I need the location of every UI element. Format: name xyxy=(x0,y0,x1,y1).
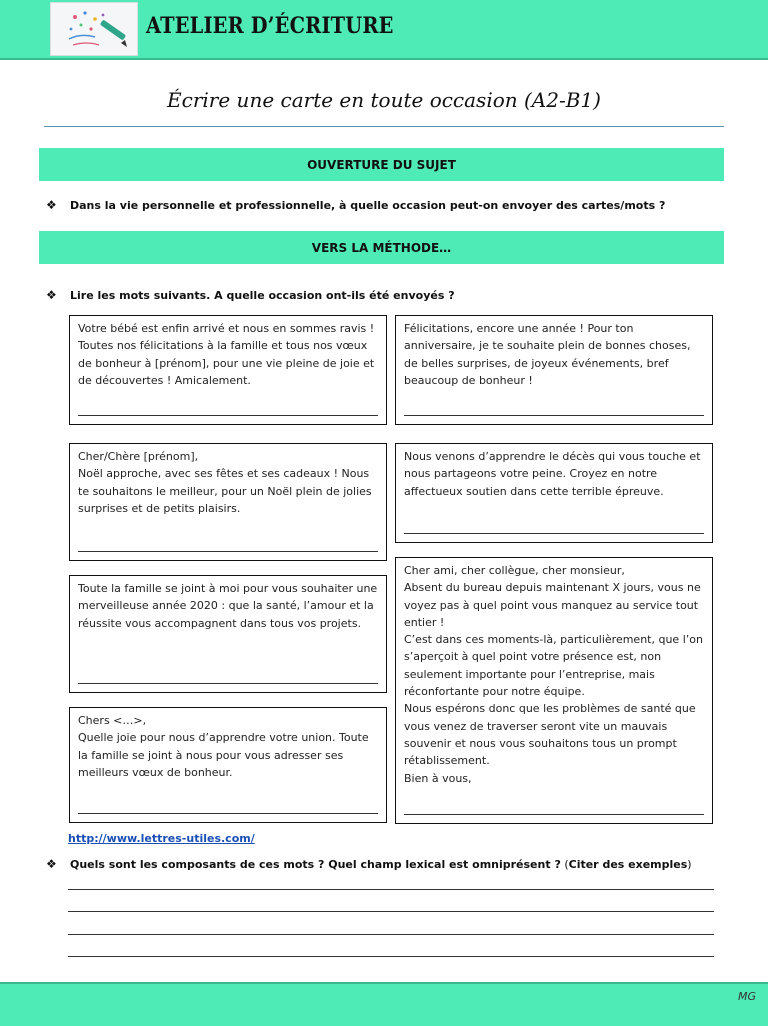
card-text: Nous venons d’apprendre le décès qui vous touche et nous partageons votre peine. Croyez en notre affectueux soutien dans cette terrible épreuve. xyxy=(404,450,701,498)
section-header-method: VERS LA MÉTHODE… xyxy=(39,231,724,264)
answer-line[interactable] xyxy=(68,889,714,890)
section-header-opening: OUVERTURE DU SUJET xyxy=(39,148,724,181)
answer-line xyxy=(404,415,704,416)
card-text: Chers <…>, Quelle joie pour nous d’apprendre votre union. Toute la famille se joint à nous pour vous adresser ses meilleurs vœux de bonheur. xyxy=(78,714,369,779)
question-3 xyxy=(46,857,692,871)
source-link[interactable]: http://www.lettres-utiles.com/ xyxy=(68,832,255,845)
card-birth xyxy=(69,315,387,425)
diamond-bullet-icon: ❖ xyxy=(46,198,57,212)
card-condolences xyxy=(395,443,713,543)
answer-line xyxy=(404,533,704,534)
author-initials: MG xyxy=(737,990,756,1003)
card-text: Félicitations, encore une année ! Pour ton anniversaire, je te souhaite plein de bonnes choses, de belles surprises, de joyeux événements, bref beaucoup de bonheur ! xyxy=(404,322,691,387)
header-bar xyxy=(0,0,768,60)
card-wedding xyxy=(69,707,387,823)
card-get-well xyxy=(395,557,713,824)
answer-line xyxy=(78,415,378,416)
card-text: Cher ami, cher collègue, cher monsieur, Absent du bureau depuis maintenant X jours, vous ne voyez pas à quel point vous manquez au service tout entier ! C’est dans ces moments-là, particulièrement, que l’on s’aperçoit à quel point votre présence est, non seulement importante pour l’entreprise, mais réconfortante pour notre équipe. Nous espérons donc que les problèmes de santé que vous venez de traverser seront vite un mauvais souvenir et nous vous souhaitons tous un prompt rétablissement. Bien à vous, xyxy=(404,564,703,785)
card-text: Toute la famille se joint à moi pour vous souhaiter une merveilleuse année 2020 : que la santé, l’amour et la réussite vous accompagnent dans tous vos projets. xyxy=(78,582,378,630)
answer-line[interactable] xyxy=(68,911,714,912)
card-new-year xyxy=(69,575,387,693)
question-1 xyxy=(46,198,665,212)
answer-line xyxy=(78,551,378,552)
title-divider xyxy=(44,126,724,127)
writing-illustration-icon xyxy=(50,2,138,56)
answer-line[interactable] xyxy=(68,934,714,935)
card-text: Cher/Chère [prénom], Noël approche, avec ses fêtes et ses cadeaux ! Nous te souhaitons le meilleur, pour un Noël plein de jolies surprises et de petits plaisirs. xyxy=(78,450,372,515)
question-3-paren-open: ( xyxy=(560,858,569,871)
question-3-hint: Citer des exemples xyxy=(568,858,688,871)
answer-line xyxy=(78,813,378,814)
answer-line[interactable] xyxy=(68,956,714,957)
footer-bar xyxy=(0,982,768,1026)
question-2 xyxy=(46,288,455,302)
card-text: Votre bébé est enfin arrivé et nous en sommes ravis ! Toutes nos félicitations à la famille et tous nos vœux de bonheur à [prénom], pour une vie pleine de joie et de découvertes ! Amicalement. xyxy=(78,322,375,387)
page-title: Écrire une carte en toute occasion (A2-B1) xyxy=(167,88,601,112)
answer-line xyxy=(404,814,704,815)
diamond-bullet-icon: ❖ xyxy=(46,288,57,302)
diamond-bullet-icon: ❖ xyxy=(46,857,57,871)
card-christmas xyxy=(69,443,387,561)
question-3-paren-close: ) xyxy=(687,858,692,871)
card-birthday xyxy=(395,315,713,425)
question-3-text: Quels sont les composants de ces mots ? Quel champ lexical est omniprésent ? xyxy=(70,858,561,871)
question-1-text: Dans la vie personnelle et professionnelle, à quelle occasion peut-on envoyer des cartes/mots ? xyxy=(70,199,666,212)
answer-line xyxy=(78,683,378,684)
question-2-text: Lire les mots suivants. A quelle occasion ont-ils été envoyés ? xyxy=(70,289,455,302)
brand-title: ATELIER D’ÉCRITURE xyxy=(146,13,394,39)
